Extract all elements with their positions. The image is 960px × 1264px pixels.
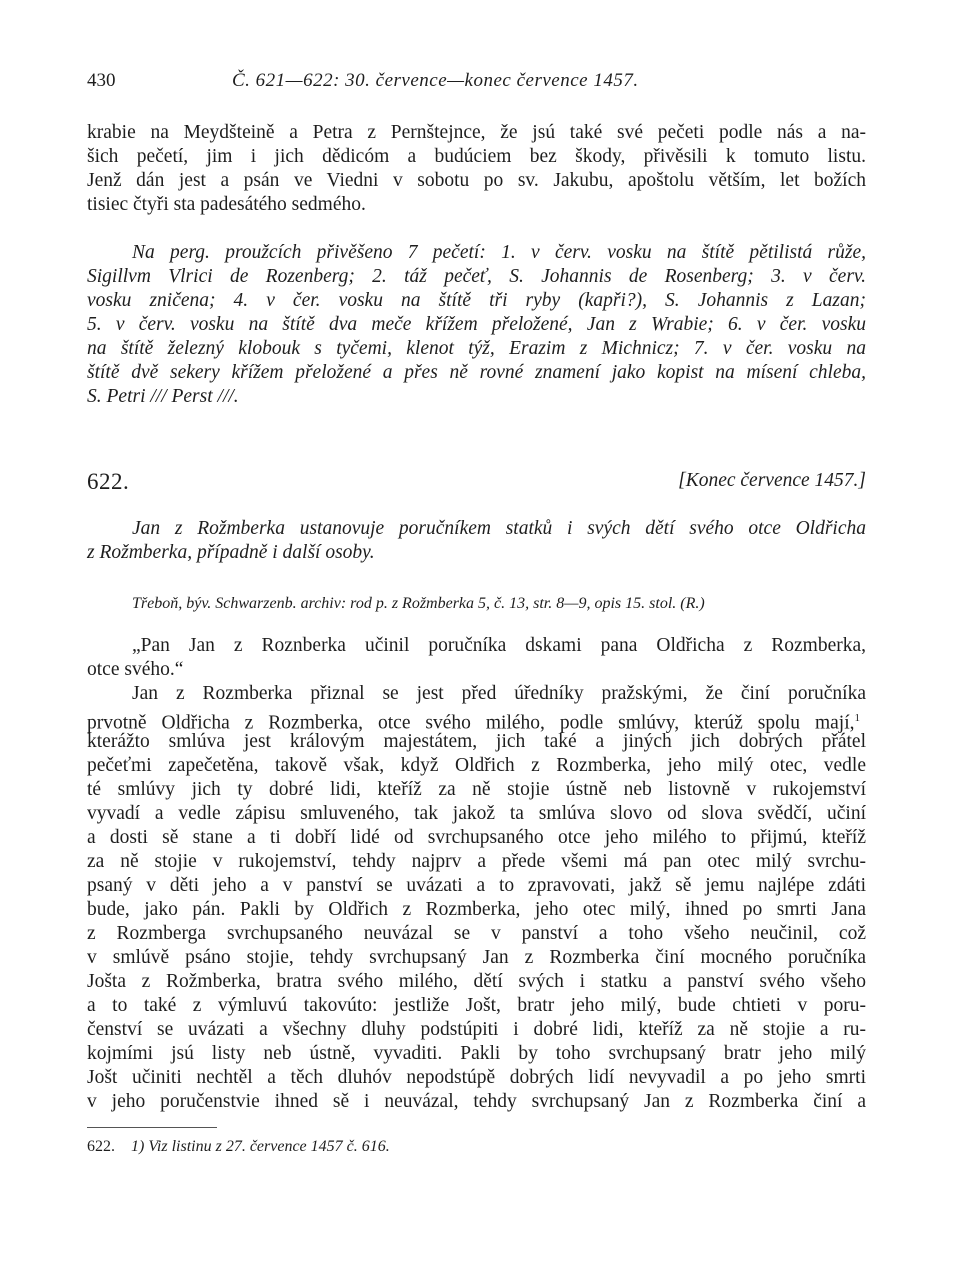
regest-line-1: Jan z Rožmberka ustanovuje poručníkem statků i svých dětí svého otce Oldřicha (132, 518, 866, 539)
doc621-line-4: tisiec čtyři sta padesátého sedmého. (87, 194, 366, 215)
body-line-1: „Pan Jan z Roznberka učinil poručníka dskami pana Oldřicha z Rozmberka, (132, 635, 866, 656)
page-number: 430 (87, 70, 116, 91)
seal-line-2: Sigillvm Vlrici de Rozenberg; 2. táž pečeť, S. Johannis de Rosenberg; 3. v červ. (87, 266, 866, 287)
running-title: Č. 621—622: 30. července—konec července 1457. (232, 70, 639, 91)
body-line-20: v jeho poručenstvie ihned sě i neuvázal, tehdy svrchupsaný Jan z Rozmberka činí a (87, 1091, 866, 1112)
document-date: [Konec července 1457.] (678, 470, 866, 491)
seal-line-6: štítě dvě sekery křížem přeložené a přes ně rovné znamení jako kopist na mísení chleba, (87, 362, 866, 383)
seal-line-4: 5. v červ. vosku na štítě dva meče křížem přeložené, Jan z Wrabie; 6. v čer. vosku (87, 314, 866, 335)
seal-line-3: vosku zničena; 4. v čer. vosku na štítě tři ryby (kapři?), S. Johannis z Lazan; (87, 290, 866, 311)
footnote-number: 622. (87, 1138, 115, 1155)
body-line-2: otce svého.“ (87, 659, 184, 680)
footnote-marker: 1 (854, 712, 860, 724)
body-line-8: vyvadí a vedle zápisu smluveného, tak jakož ta smlúva slovo od slova svědčí, učiní (87, 803, 866, 824)
body-line-4-text: prvotně Oldřicha z Rozmberka, otce svého milého, podle smlúvy, kterúž spolu mají, (87, 712, 855, 734)
doc621-line-2: šich pečetí, jim i jich dědicóm a budúciem bez škody, přivěsili k tomuto listu. (87, 146, 866, 167)
doc621-line-3: Jenž dán jest a psán ve Viedni v sobotu po sv. Jakubu, apoštolu větším, let božích (87, 170, 866, 191)
body-line-9: a dosti sě stane a ti dobří lidé od svrchupsaného otce jeho milého to přijmú, kteříž (87, 827, 866, 848)
source-note: Třeboň, býv. Schwarzenb. archiv: rod p. z Rožmberka 5, č. 13, str. 8—9, opis 15. stol. (R.) (132, 595, 705, 612)
body-line-5: kterážto smlúva jest královým majestátem, jich také a jiných jich dobrých přátel (87, 731, 866, 752)
doc621-line-1: krabie na Meydšteině a Petra z Pernštejnce, že jsú také své pečeti podle nás a na- (87, 122, 866, 143)
seal-line-7: S. Petri /// Perst ///. (87, 386, 239, 407)
footnote-rule (87, 1127, 217, 1128)
body-line-6: pečeťmi zapečetěna, takově však, když Oldřich z Rozmberka, jeho milý otec, vedle (87, 755, 866, 776)
body-line-10: za ně stojie v rukojemství, tehdy najprv a přede všemi má pan otec milý svrchu- (87, 851, 866, 872)
body-line-18: kojmími jsú listy neb ústně, vyvaditi. Pakli by toho svrchupsaný bratr jeho milý (87, 1043, 866, 1064)
body-line-14: v smlúvě psáno stojie, tehdy svrchupsaný Jan z Rozmberka činí mocného poručníka (87, 947, 866, 968)
body-line-3: Jan z Rozmberka přiznal se jest před úředníky pražskými, že činí poručníka (132, 683, 866, 704)
seal-line-1: Na perg. proužcích přivěšeno 7 pečetí: 1. v červ. vosku na štítě pětilistá růže, (132, 242, 866, 263)
document-number: 622. (87, 469, 130, 494)
regest-line-2: z Rožmberka, případně i další osoby. (87, 542, 375, 563)
body-line-19: Jošt učiniti nechtěl a těch dluhóv nepodstúpě dobrých lidí nevyvadil a po jeho smrti (87, 1067, 866, 1088)
body-line-11: psaný v děti jeho a v panství se uvázati a to zpravovati, jakž sě jemu najlépe zdáti (87, 875, 866, 896)
body-line-15: Jošta z Rožmberka, bratra svého milého, dětí svých i statku a panství svého všeho (87, 971, 866, 992)
footnote (87, 1138, 390, 1156)
body-line-16: a to také z výmluvú takovúto: jestliže Jošt, bratr jeho milý, bude chtieti v poru- (87, 995, 866, 1016)
footnote-text: 1) Viz listinu z 27. července 1457 č. 616. (131, 1138, 390, 1155)
body-line-13: z Rozmberga svrchupsaného neuvázal se v panství a toho všeho neučinil, což (87, 923, 866, 944)
body-line-17: čenství se uvázati a všechny dluhy podstúpiti i dobré lidi, kteříž za ně stojie a ru- (87, 1019, 866, 1040)
body-line-12: bude, jako pán. Pakli by Oldřich z Rozmberka, jeho otec milý, ihned po smrti Jana (87, 899, 866, 920)
seal-line-5: na štítě železný klobouk s tyčemi, klenot týž, Erazim z Michnicz; 7. v čer. vosku na (87, 338, 866, 359)
body-line-7: té smlúvy jich ty dobré lidi, kteříž za ně stojie ústně neb listovně v rukojemství (87, 779, 866, 800)
